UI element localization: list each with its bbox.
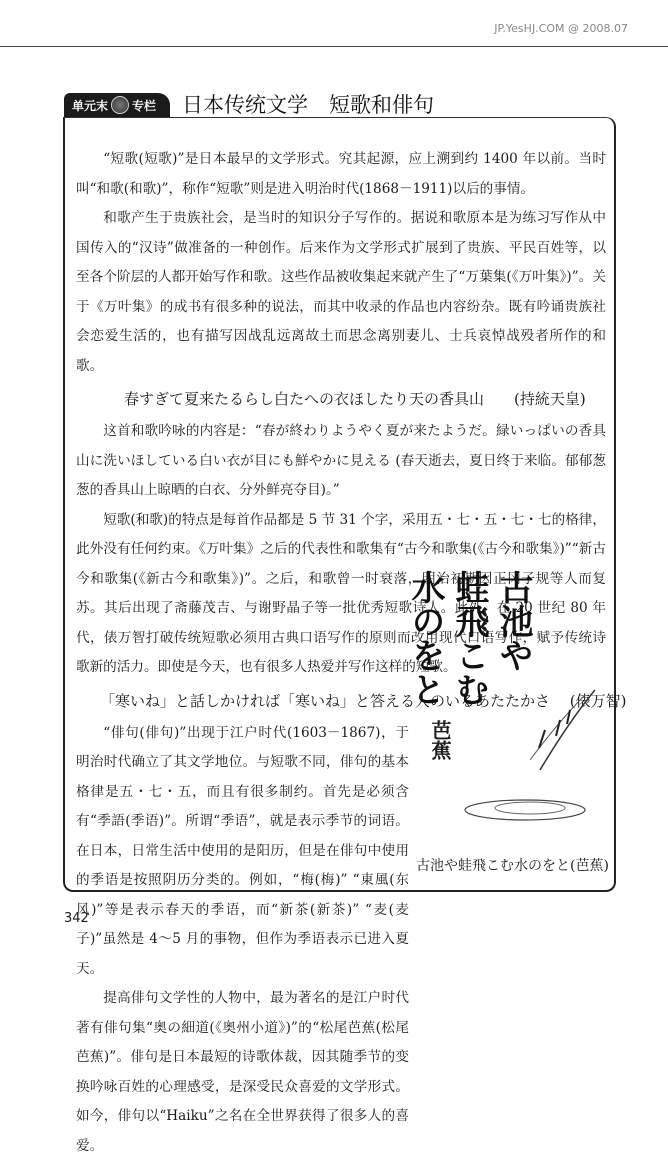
paragraph: “俳句(俳句)”出现于江户时代(1603－1867)，于明治时代确立了其文学地位。与短歌不同，俳句的基本格律是五・七・五，而且有很多制约。首先是必须含有“季語(季语)”。所谓“季语”，就是表示季节的词语。在日本，日常生活中使用的是阳历，但是在俳句中使用的季语是按照阴历分类的。例如，“梅(梅)” “東風(东风)”等是表示春天的季语，而“新茶(新茶)” “麦(麦子)”虽然是 4～5 月的事物，但作为季语表示已进入夏天。	[76, 724, 409, 977]
tanka-poem: 春すぎて夏来たるらし白たへの衣ほしたり天の香具山 (持統天皇)	[124, 390, 586, 408]
watermark: JP.YesHJ.COM @ 2008.07	[494, 22, 628, 35]
header-divider	[0, 46, 668, 47]
paragraph: “短歌(短歌)”是日本最早的文学形式。究其起源，应上溯到约 1400 年以前。当时叫“和歌(和歌)”，称作“短歌”则是进入明治时代(1868－1911)以后的事情。	[76, 151, 606, 197]
page-number: 342	[64, 911, 89, 926]
section-tab	[64, 93, 170, 117]
paragraph: 提高俳句文学性的人物中，最为著名的是江户时代著有俳句集“奥の細道(《奥州小道》)”的“松尾芭蕉(松尾芭蕉)”。俳句是日本最短的诗歌体裁，因其随季节的变换吟咏百姓的心理感受，是深受民众喜爱的文学形式。如今，俳句以“Haiku”之名在全世界获得了很多人的喜爱。	[76, 990, 409, 1154]
emblem-icon	[111, 96, 129, 114]
haiku-calligraphy	[405, 570, 610, 830]
tab-label: 专栏	[132, 98, 157, 113]
tanka-poem: 「寒いね」と話しかければ「寒いね」と答える人のいるあたたかさ (俵万智)	[100, 691, 627, 710]
calligraphy-line: 水のをと	[405, 570, 445, 706]
paragraph: 这首和歌吟咏的内容是：“春が終わりようやく夏が来たようだ。緑いっぱいの香具山に洗いほしている白い衣が目にも鮮やかに見える (春天逝去，夏日终于来临。郁郁葱葱的香具山上晾晒的白衣、分外鲜亮夺目)。”	[76, 423, 606, 498]
haiku-caption: 古池や蛙飛こむ水のをと(芭蕉)	[416, 858, 609, 874]
calligraphy-text	[403, 570, 535, 830]
page-title: 日本传统文学 短歌和俳句	[182, 93, 434, 117]
calligraphy-line: 古池や	[493, 570, 533, 672]
calligraphy-signature: 芭蕉	[428, 720, 452, 760]
paragraph: 短歌(和歌)的特点是每首作品都是 5 节 31 个字，采用五・七・五・七・七的格律，此外没有任何约束。《万叶集》之后的代表性和歌集有“古今和歌集(《古今和歌集》)”“新古今和歌集(《新古今和歌集》)”。之后，和歌曾一时衰落，明治初期因正冈子规等人而复苏。其后出现了斋藤茂吉、与谢野晶子等一批优秀短歌诗人。此外，在 20 世纪 80 年代，俵万智打破传统短歌必须用古典口语写作的原则而改用现代口语写作，赋予传统诗歌新的活力。即使是今天，也有很多人热爱并写作这样的短歌。	[76, 511, 606, 675]
tab-label: 单元末	[72, 98, 109, 113]
calligraphy-line: 蛙飛こむ	[449, 570, 489, 706]
paragraph: 和歌产生于贵族社会，是当时的知识分子写作的。据说和歌原本是为练习写作从中国传入的“汉诗”做准备的一种创作。后来作为文学形式扩展到了贵族、平民百姓等，以至各个阶层的人都开始写作和歌。这些作品被收集起来就产生了“万葉集(《万叶集》)”。关于《万叶集》的成书有很多种的说法，而其中收录的作品也内容纷杂。既有吟诵贵族社会恋爱生活的，也有描写因战乱远离故土而思念离别妻儿、士兵哀悼战殁者所作的和歌。	[76, 210, 606, 374]
